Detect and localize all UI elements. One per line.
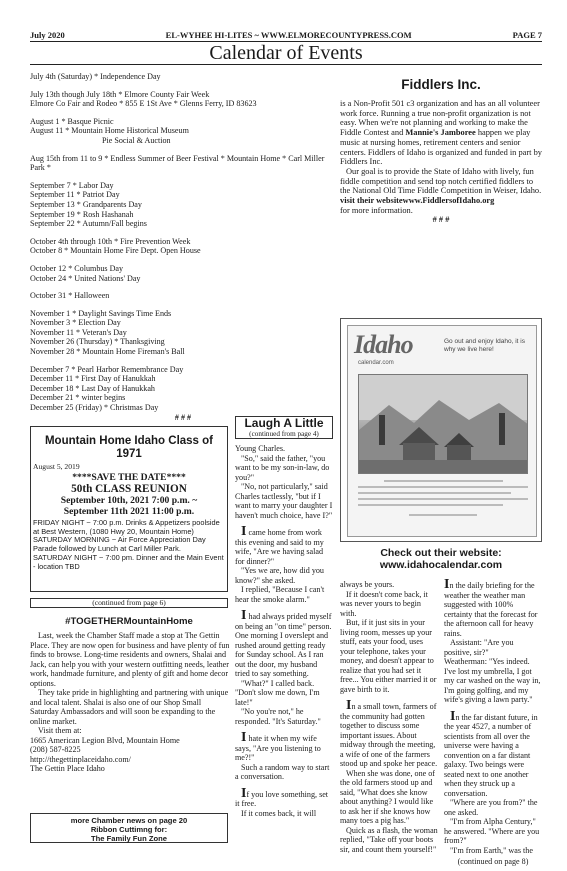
calendar-item: October 4th through 10th * Fire Prevention Week: [30, 236, 191, 246]
calendar-item: November 11 * Veteran's Day: [30, 327, 127, 337]
calendar-item: July 13th though July 18th * Elmore County Fair Week: [30, 89, 210, 99]
calendar-item: Elmore Co Fair and Rodeo * 855 E 1St Ave * Glenns Ferry, ID 83623: [30, 99, 257, 109]
joke-text: came home from work this evening and said to my wife, "Are we having salad for dinner?": [235, 528, 324, 566]
joke-text: If it comes back, it will: [241, 808, 317, 818]
calendar-item: December 21 * winter begins: [30, 393, 126, 403]
fiddlers-info: for more information.: [340, 205, 413, 215]
chamber-line: more Chamber news on page 20: [70, 816, 188, 825]
laugh-title: Laugh A Little: [244, 416, 324, 430]
calendar-item: November 1 * Daylight Savings Time Ends: [30, 308, 172, 318]
reunion-dates: September 10th, 2021 7:00 p.m. ~: [60, 495, 198, 506]
together-address: 1665 American Legion Blvd, Mountain Home: [30, 735, 180, 745]
together-phone: (208) 587-8225: [30, 745, 81, 754]
calendar-list: [30, 72, 336, 422]
end-mark: # # #: [174, 412, 192, 422]
ad-fine-print: [358, 480, 528, 520]
together-heading: #TOGETHERMountainHome: [65, 616, 193, 627]
joke-text: Young Charles.: [235, 444, 285, 453]
joke-text: "I'm from Earth," was the: [450, 845, 533, 855]
lodge-photo-icon: [359, 375, 528, 474]
ad-photo: [358, 374, 528, 474]
joke-text: But, if it just sits in your living room, messes up your stuff, eats your food, uses your telephone, takes your money, and doesn't appear to realize that you had set it free... You either married it or gave birth to it.: [340, 618, 437, 694]
drop-cap: I: [241, 608, 247, 623]
ad-caption: [340, 547, 542, 571]
joke-text: "Yes we are, how did you know?" she asked.: [235, 566, 324, 585]
ad-website-link[interactable]: www.idahocalendar.com: [379, 559, 503, 571]
calendar-item: December 7 * Pearl Harbor Remembrance Day: [30, 364, 184, 374]
drop-cap: I: [241, 524, 247, 539]
calendar-item: August 11 * Mountain Home Historical Museum: [30, 126, 189, 136]
joke-text: "No you're not," he responded. "It's Saturday.": [235, 707, 321, 726]
issue-date: July 2020: [30, 29, 65, 40]
calendar-item: September 11 * Patriot Day: [30, 190, 120, 200]
joke-text: "What?" I called back. "Don't slow me down, I'm late!": [235, 678, 320, 707]
calendar-item: November 26 (Thursday) * Thanksgiving: [30, 337, 165, 347]
fiddlers-jamboree: Mannie's Jamboree: [405, 128, 476, 138]
laugh-heading-box: [235, 416, 333, 439]
joke-text: "I'm from Alpha Century," he answered. "Where are you from?": [444, 817, 540, 845]
calendar-item: December 18 * Last Day of Hanukkah: [30, 383, 155, 393]
together-paragraph: They take pride in highlighting and partnering with unique and local talent. Shalai is also one of our Shop Small Saturday Ambassadors and will soon be expanding to the online market.: [30, 688, 229, 726]
calendar-item: October 8 * Mountain Home Fire Dept. Open House: [30, 246, 201, 256]
together-social: The Gettin Place Idaho: [30, 764, 105, 773]
chamber-line: The Family Fun Zone: [91, 834, 167, 843]
together-website[interactable]: http://thegettinplaceidaho.com/: [30, 754, 131, 764]
joke-text: n the far distant future, in the year 4527, a number of scientists from all over the universe were having a convention on a far distant galaxy. Two beings were seated next to one another when they struck up a conversation.: [444, 712, 538, 798]
joke-text: f you love something, set it free.: [235, 789, 329, 808]
ad-logo-url: calendar.com: [358, 360, 394, 366]
calendar-item: December 11 * First Day of Hanukkah: [30, 374, 156, 384]
fiddlers-text: is a Non-Profit 501 c3 organization and has an all volunteer work force. Running a true non-profit organization is not easy. When we're not planning and working to make the Fiddle Contest and: [340, 99, 540, 138]
masthead: EL-WYHEE HI-LITES ~ WWW.ELMORECOUNTYPRESS.COM: [165, 29, 412, 40]
continued-note: (continued from page 6): [30, 598, 228, 608]
reunion-title: Mountain Home Idaho Class of 1971: [44, 435, 214, 460]
together-article: [30, 631, 230, 774]
laugh-continued: (continued from page 4): [249, 430, 319, 438]
continued-note: (continued on page 8): [457, 857, 529, 866]
joke-text: n the daily briefing for the weather the weather man suggested with 100% certainty that the forecast for the afternoon call for heavy rains.: [444, 581, 538, 638]
calendar-item: Pie Social & Auction: [102, 135, 171, 145]
end-mark: # # #: [432, 215, 450, 225]
calendar-item: September 7 * Labor Day: [30, 180, 114, 190]
ad-panel: [347, 325, 537, 537]
chamber-line: Ribbon Cuttimng for:: [90, 825, 168, 834]
drop-cap: I: [241, 785, 247, 801]
idaho-calendar-ad[interactable]: [340, 318, 542, 542]
laugh-column-1: [235, 444, 333, 818]
joke-text: "No, not particularly," said Charles tactlessly, "but if I want to marry your daughter I haven't much choice, have I?": [235, 482, 333, 520]
calendar-item: October 12 * Columbus Day: [30, 263, 124, 273]
page-header: [30, 30, 542, 42]
joke-text: always be yours.: [340, 580, 395, 589]
joke-text: Assistant: "Are you positive, sir?": [444, 638, 514, 657]
reunion-event: SATURDAY NIGHT ~ 7:00 pm. Dinner and the Main Event - location TBD: [33, 552, 224, 571]
page-title: Calendar of Events: [30, 42, 542, 65]
ad-tagline: Go out and enjoy Idaho, it is why we live here!: [444, 338, 525, 353]
fiddlers-heading: Fiddlers Inc.: [401, 77, 481, 92]
joke-text: Such a random way to start a conversation.: [235, 762, 330, 781]
together-paragraph: Visit them at:: [38, 726, 82, 735]
joke-text: "So," said the father, "you want to be my son-in-law, do you?": [235, 453, 330, 482]
chamber-news-box: [30, 813, 228, 843]
joke-text: If it doesn't come back, it was never yours to begin with.: [340, 589, 428, 618]
calendar-item: August 1 * Basque Picnic: [30, 116, 114, 126]
drop-cap: I: [346, 698, 352, 713]
calendar-item: September 19 * Rosh Hashanah: [30, 209, 134, 219]
drop-cap: I: [241, 730, 247, 745]
calendar-item: November 3 * Election Day: [30, 318, 121, 328]
joke-text: Quick as a flash, the woman replied, "Take off your boots sir, and count them yourself!": [340, 825, 438, 854]
reunion-event: FRIDAY NIGHT ~ 7:00 p.m. Drinks & Appetizers poolside at Best Western, (1080 Hwy 20, Mountain Home): [33, 518, 220, 536]
page-number: PAGE 7: [512, 29, 542, 40]
drop-cap: I: [444, 577, 450, 592]
calendar-item: September 13 * Grandparents Day: [30, 199, 142, 209]
calendar-item: September 22 * Autumn/Fall begins: [30, 219, 147, 229]
reunion-event: SATURDAY MORNING ~ Air Force Appreciation Day Parade followed by Lunch at Carl Miller Park.: [33, 535, 206, 554]
drop-cap: I: [450, 708, 456, 724]
joke-text: When she was done, one of the old farmers stood up and said, "What does she know about anything? I would like to ask her if she knows how many toes a pig has.": [340, 768, 436, 825]
reunion-box: [30, 426, 228, 592]
fiddlers-website[interactable]: visit their websitewww.FiddlersofIdaho.org: [340, 196, 495, 206]
laugh-column-3: [444, 577, 542, 867]
reunion-schedule: [31, 517, 227, 571]
reunion-heading: 50th CLASS REUNION: [71, 482, 187, 495]
ad-logo: Idaho: [354, 330, 413, 359]
reunion-date: August 5, 2019: [33, 462, 80, 471]
fiddlers-article: [340, 99, 542, 225]
calendar-item: Aug 15th from 11 to 9 * Endless Summer of Beer Festival * Mountain Home * Carl Miller Park *: [30, 153, 325, 173]
joke-text: "Where are you from?" the one asked.: [444, 798, 538, 817]
calendar-item: December 25 (Friday) * Christmas Day: [30, 403, 159, 413]
fiddlers-text: happen we play music at nursing homes, retirement centers and senior centers. Fiddlers of Idaho is organized and funded in part by Fiddlers Inc.: [340, 128, 542, 167]
joke-text: I replied, "Because I can't hear the smoke alarm.": [235, 585, 325, 604]
ad-caption-line: Check out their website:: [380, 547, 502, 559]
calendar-item: July 4th (Saturday) * Independence Day: [30, 72, 161, 81]
joke-text: n a small town, farmers of the community had gotten together to discuss some important issues. About midway through the meeting, a wife of one of the farmers stood up and spoke her peace.: [340, 702, 438, 768]
joke-text: hate it when my wife says, "Are you listening to me?!": [235, 734, 321, 762]
reunion-dates: September 11th 2021 11:00 p.m.: [63, 506, 195, 517]
calendar-item: November 28 * Mountain Home Fireman's Ball: [30, 347, 185, 357]
laugh-column-2: [340, 580, 438, 854]
calendar-item: October 31 * Halloween: [30, 291, 110, 301]
joke-text: had always prided myself on being an "on time" person. One morning I overslept and rushed around getting ready for Sunday school. As I ran out the door, my husband tried to say something.: [235, 612, 332, 678]
together-paragraph: Last, week the Chamber Staff made a stop at The Gettin Place. They are now open for business and have plenty of fun finds to browse. Long-time residents and owners, Shalai and Jack, can help you with your western outfitting needs, leather work, handmade furniture, and plenty of gift and home decor options.: [30, 631, 230, 688]
fiddlers-paragraph: Our goal is to provide the State of Idaho with lively, fun fiddle competition and send top notch certified fiddlers to the National Old Time Fiddle Competition in Weiser, Idaho.: [340, 166, 542, 196]
fiddlers-paragraph: [340, 99, 542, 167]
reunion-save-date: ****SAVE THE DATE****: [72, 471, 186, 483]
calendar-item: October 24 * United Nations' Day: [30, 273, 141, 283]
joke-text: Weatherman: "Yes indeed. I've lost my umbrella, I got my car washed on the way in, I'm going golfing, and my wife's giving a lawn party.": [444, 657, 541, 704]
